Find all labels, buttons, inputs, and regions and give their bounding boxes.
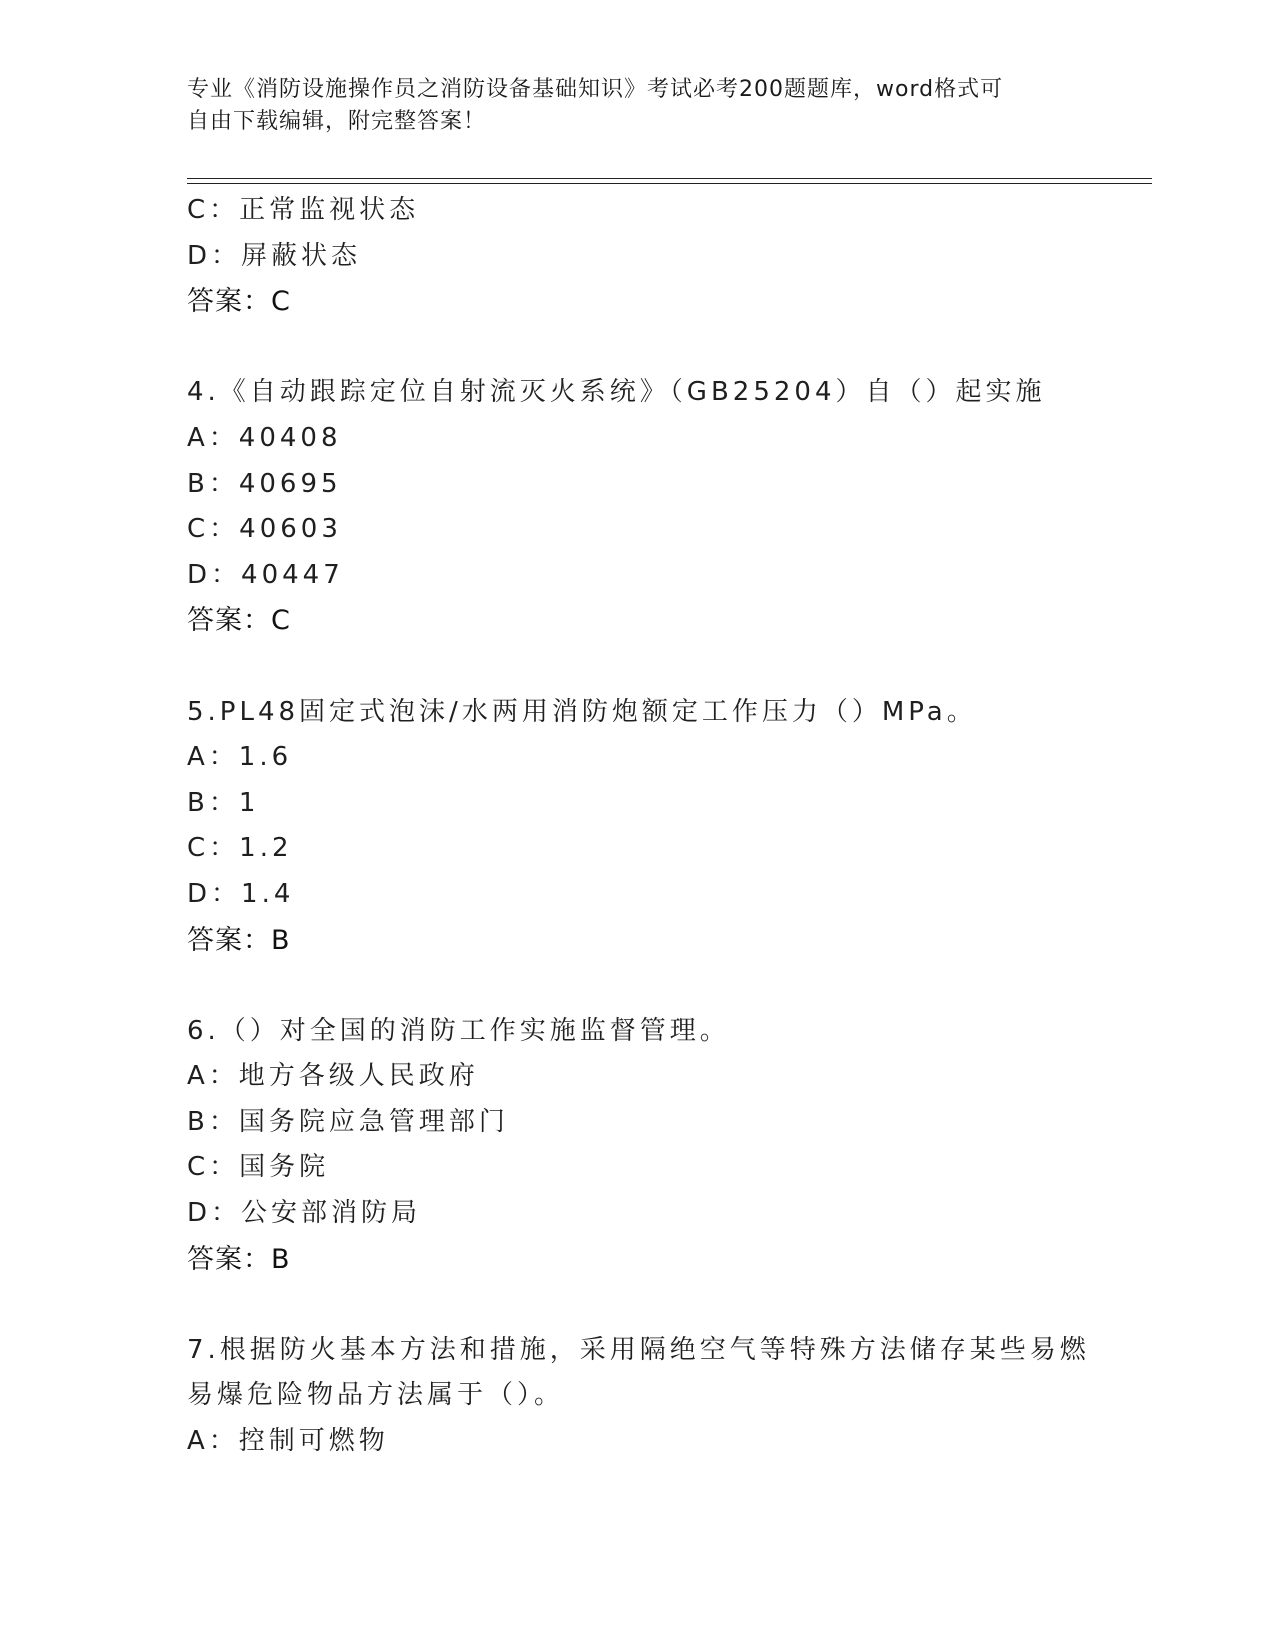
question-stem: 5.PL48固定式泡沫/水两用消防炮额定工作压力（）MPa。 xyxy=(187,696,977,727)
option-a: A：地方各级人民政府 xyxy=(187,1061,479,1092)
spacer xyxy=(187,1282,1087,1328)
option-a: A：控制可燃物 xyxy=(187,1426,389,1457)
question-5 xyxy=(187,690,1087,964)
question-list xyxy=(187,188,1090,1465)
header-line-2: 自由下载编辑，附完整答案！ xyxy=(187,109,487,134)
answer: 答案：B xyxy=(187,1243,291,1275)
question-6 xyxy=(187,1009,1087,1283)
option-d: D：屏蔽状态 xyxy=(187,240,362,271)
option-b: B：国务院应急管理部门 xyxy=(187,1106,509,1137)
option-b: B：40695 xyxy=(187,468,342,499)
option-c: C：国务院 xyxy=(187,1152,330,1183)
question-stem: 6.（）对全国的消防工作实施监督管理。 xyxy=(187,1015,730,1046)
option-b: B：1 xyxy=(187,787,260,818)
option-c: C：40603 xyxy=(187,514,342,545)
spacer xyxy=(187,325,1087,371)
question-3-tail xyxy=(187,188,1087,325)
question-7 xyxy=(187,1328,1090,1465)
option-c: C：1.2 xyxy=(187,833,293,864)
answer: 答案：C xyxy=(187,286,291,318)
answer: 答案：B xyxy=(187,924,291,956)
header-divider-bottom xyxy=(187,183,1152,184)
option-d: D：40447 xyxy=(187,559,344,590)
spacer xyxy=(187,963,1087,1009)
spacer xyxy=(187,644,1087,690)
option-d: D：公安部消防局 xyxy=(187,1198,422,1229)
header-line-1: 专业《消防设施操作员之消防设备基础知识》考试必考200题题库，word格式可 xyxy=(187,77,1004,102)
header-divider-top xyxy=(187,178,1152,179)
document-header xyxy=(187,74,1087,138)
question-stem-line-2: 易爆危险物品方法属于（）。 xyxy=(187,1380,565,1411)
question-stem: 4.《自动跟踪定位自射流灭火系统》（GB25204）自（）起实施 xyxy=(187,377,1046,408)
answer: 答案：C xyxy=(187,605,291,637)
option-d: D：1.4 xyxy=(187,878,295,909)
option-a: A：40408 xyxy=(187,422,342,453)
question-4 xyxy=(187,370,1087,644)
option-c: C：正常监视状态 xyxy=(187,195,420,225)
option-a: A：1.6 xyxy=(187,742,293,773)
question-stem-line-1: 7.根据防火基本方法和措施，采用隔绝空气等特殊方法储存某些易燃 xyxy=(187,1334,1090,1365)
